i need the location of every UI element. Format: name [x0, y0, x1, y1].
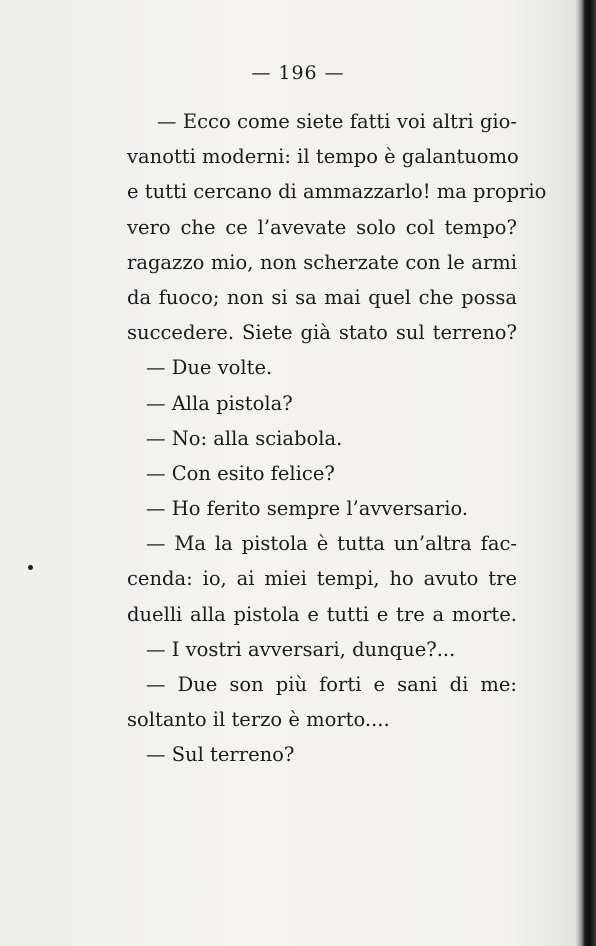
text-line: vanotti moderni: il tempo è galantuomo	[127, 145, 519, 169]
text-line: succedere. Siete già stato sul terreno?	[127, 321, 517, 345]
text-line: — Due son più forti e sani di me:	[146, 673, 517, 696]
body-text	[127, 104, 547, 773]
text-line: e tutti cercano di ammazzarlo! ma proprio	[127, 180, 547, 204]
book-spine-edge	[576, 0, 596, 946]
text-line: — Due volte.	[146, 356, 273, 380]
text-line: soltanto il terzo è morto....	[127, 708, 390, 732]
text-line: — Ecco come siete fatti voi altri gio-	[157, 110, 517, 133]
text-line: — No: alla sciabola.	[146, 426, 343, 450]
text-line: da fuoco; non si sa mai quel che possa	[127, 285, 517, 309]
text-line: cenda: io, ai miei tempi, ho avuto tre	[127, 567, 517, 591]
text-line: vero che ce l’avevate solo col tempo?	[127, 215, 517, 239]
text-line: — Alla pistola?	[146, 391, 293, 415]
text-line: — Ho ferito sempre l’avversario.	[146, 497, 469, 521]
text-line: duelli alla pistola e tutti e tre a morte.	[127, 602, 517, 626]
text-line: — I vostri avversari, dunque?...	[146, 637, 456, 661]
text-line: — Con esito felice?	[146, 461, 335, 485]
text-line: — Ma la pistola è tutta un’altra fac-	[146, 532, 517, 556]
page-number: — 196 —	[251, 62, 345, 84]
text-line: ragazzo mio, non scherzate con le armi	[127, 250, 517, 274]
ink-speck	[28, 565, 33, 570]
text-line: — Sul terreno?	[146, 743, 295, 767]
